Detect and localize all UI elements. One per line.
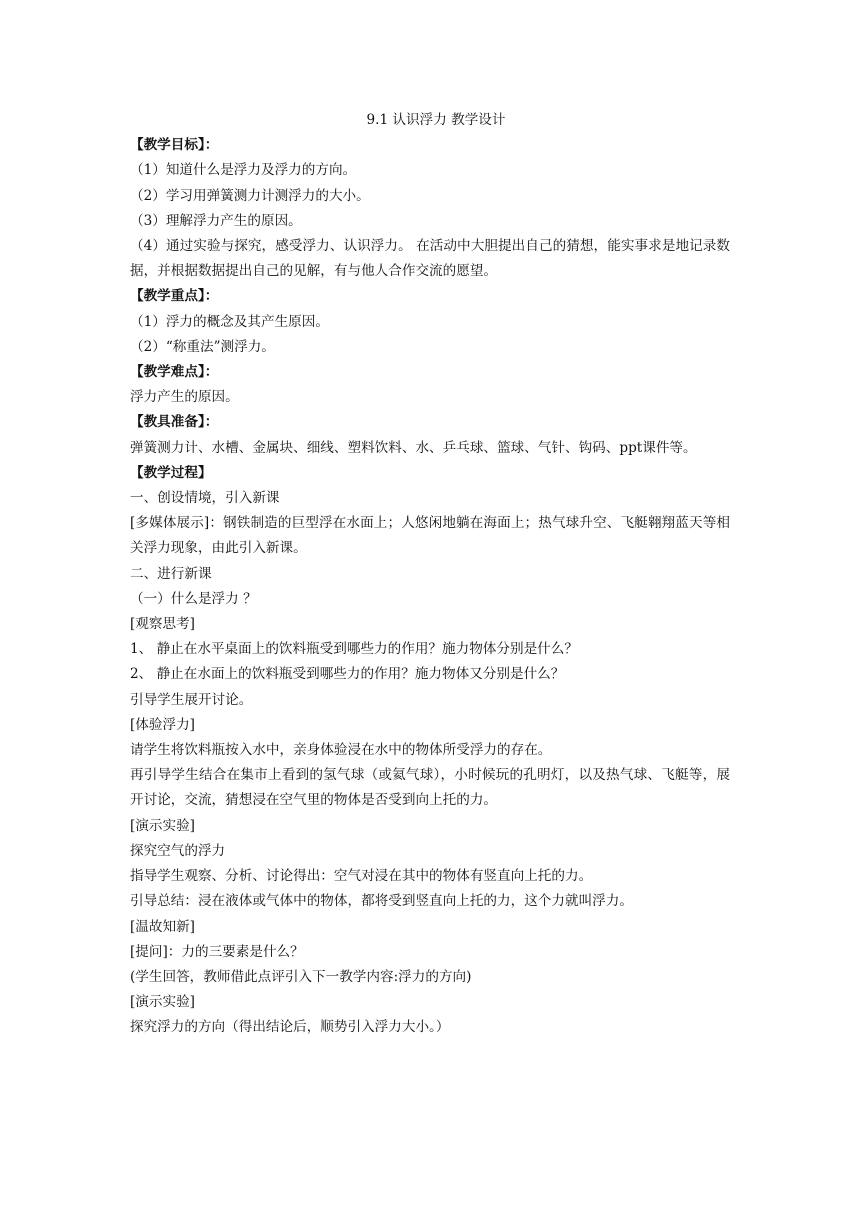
body-paragraph: [体验浮力] [130,716,195,733]
section-heading: 【教具准备】： [130,414,219,431]
body-paragraph: [温故知新] [130,918,195,935]
body-paragraph: 指导学生观察、分析、讨论得出：空气对浸在其中的物体有竖直向上托的力。 [130,868,593,885]
body-paragraph: 一、创设情境，引入新课 [130,490,280,507]
body-paragraph: 引导学生展开讨论。 [130,691,253,708]
body-paragraph: 探究浮力的方向（得出结论后，顺势引入浮力大小。） [130,1019,450,1036]
section-heading: 【教学重点】： [130,288,219,305]
body-paragraph: [演示实验] [130,817,195,834]
document-title: 9.1 认识浮力 教学设计 [366,112,506,128]
body-paragraph: 引导总结：浸在液体或气体中的物体，都将受到竖直向上托的力，这个力就叫浮力。 [130,893,633,910]
section-heading: 【教学难点】： [130,364,219,381]
body-paragraph: 再引导学生结合在集市上看到的氢气球（或氦气球），小时候玩的孔明灯，以及热气球、飞艇等，展开讨论，交流，猜想浸在空气里的物体是否受到向上托的力。 [130,767,730,809]
body-paragraph: (学生回答，教师借此点评引入下一教学内容:浮力的方向) [130,968,472,985]
body-paragraph: 2、 静止在水面上的饮料瓶受到哪些力的作用？施力物体又分别是什么？ [130,666,565,683]
body-paragraph: 请学生将饮料瓶按入水中，亲身体验浸在水中的物体所受浮力的存在。 [130,742,552,759]
body-paragraph: [提问]：力的三要素是什么？ [130,943,304,960]
body-paragraph: [观察思考] [130,616,195,633]
body-paragraph: （一）什么是浮力 ？ [130,590,257,607]
body-paragraph: [演示实验] [130,994,195,1011]
body-paragraph: 1、 静止在水平桌面上的饮料瓶受到哪些力的作用？施力物体分别是什么？ [130,641,578,658]
body-paragraph: 浮力产生的原因。 [130,389,239,406]
body-paragraph: （1）知道什么是浮力及浮力的方向。 [130,162,357,179]
body-paragraph: （3）理解浮力产生的原因。 [130,212,302,229]
document-page [130,108,730,1041]
body-paragraph: （1）浮力的概念及其产生原因。 [130,313,329,330]
body-paragraph: 二、进行新课 [130,565,212,582]
body-paragraph: （2）学习用弹簧测力计测浮力的大小。 [130,187,370,204]
section-heading: 【教学目标】： [130,137,219,154]
body-paragraph: 探究空气的浮力 [130,842,226,859]
body-paragraph: （4）通过实验与探究，感受浮力、认识浮力。 在活动中大胆提出自己的猜想，能实事求是地记录数据，并根据数据提出自己的见解，有与他人合作交流的愿望。 [130,238,730,280]
section-heading: 【教学过程】 [130,464,212,481]
body-paragraph: 弹簧测力计、水槽、金属块、细线、塑料饮料、水、乒乓球、篮球、气针、钩码、ppt课件等。 [130,439,697,456]
body-paragraph: [多媒体展示]：钢铁制造的巨型浮在水面上；人悠闲地躺在海面上；热气球升空、飞艇翱翔蓝天等相关浮力现象，由此引入新课。 [130,515,730,557]
body-paragraph: （2）“称重法”测浮力。 [130,338,275,355]
document-body [130,133,730,1040]
